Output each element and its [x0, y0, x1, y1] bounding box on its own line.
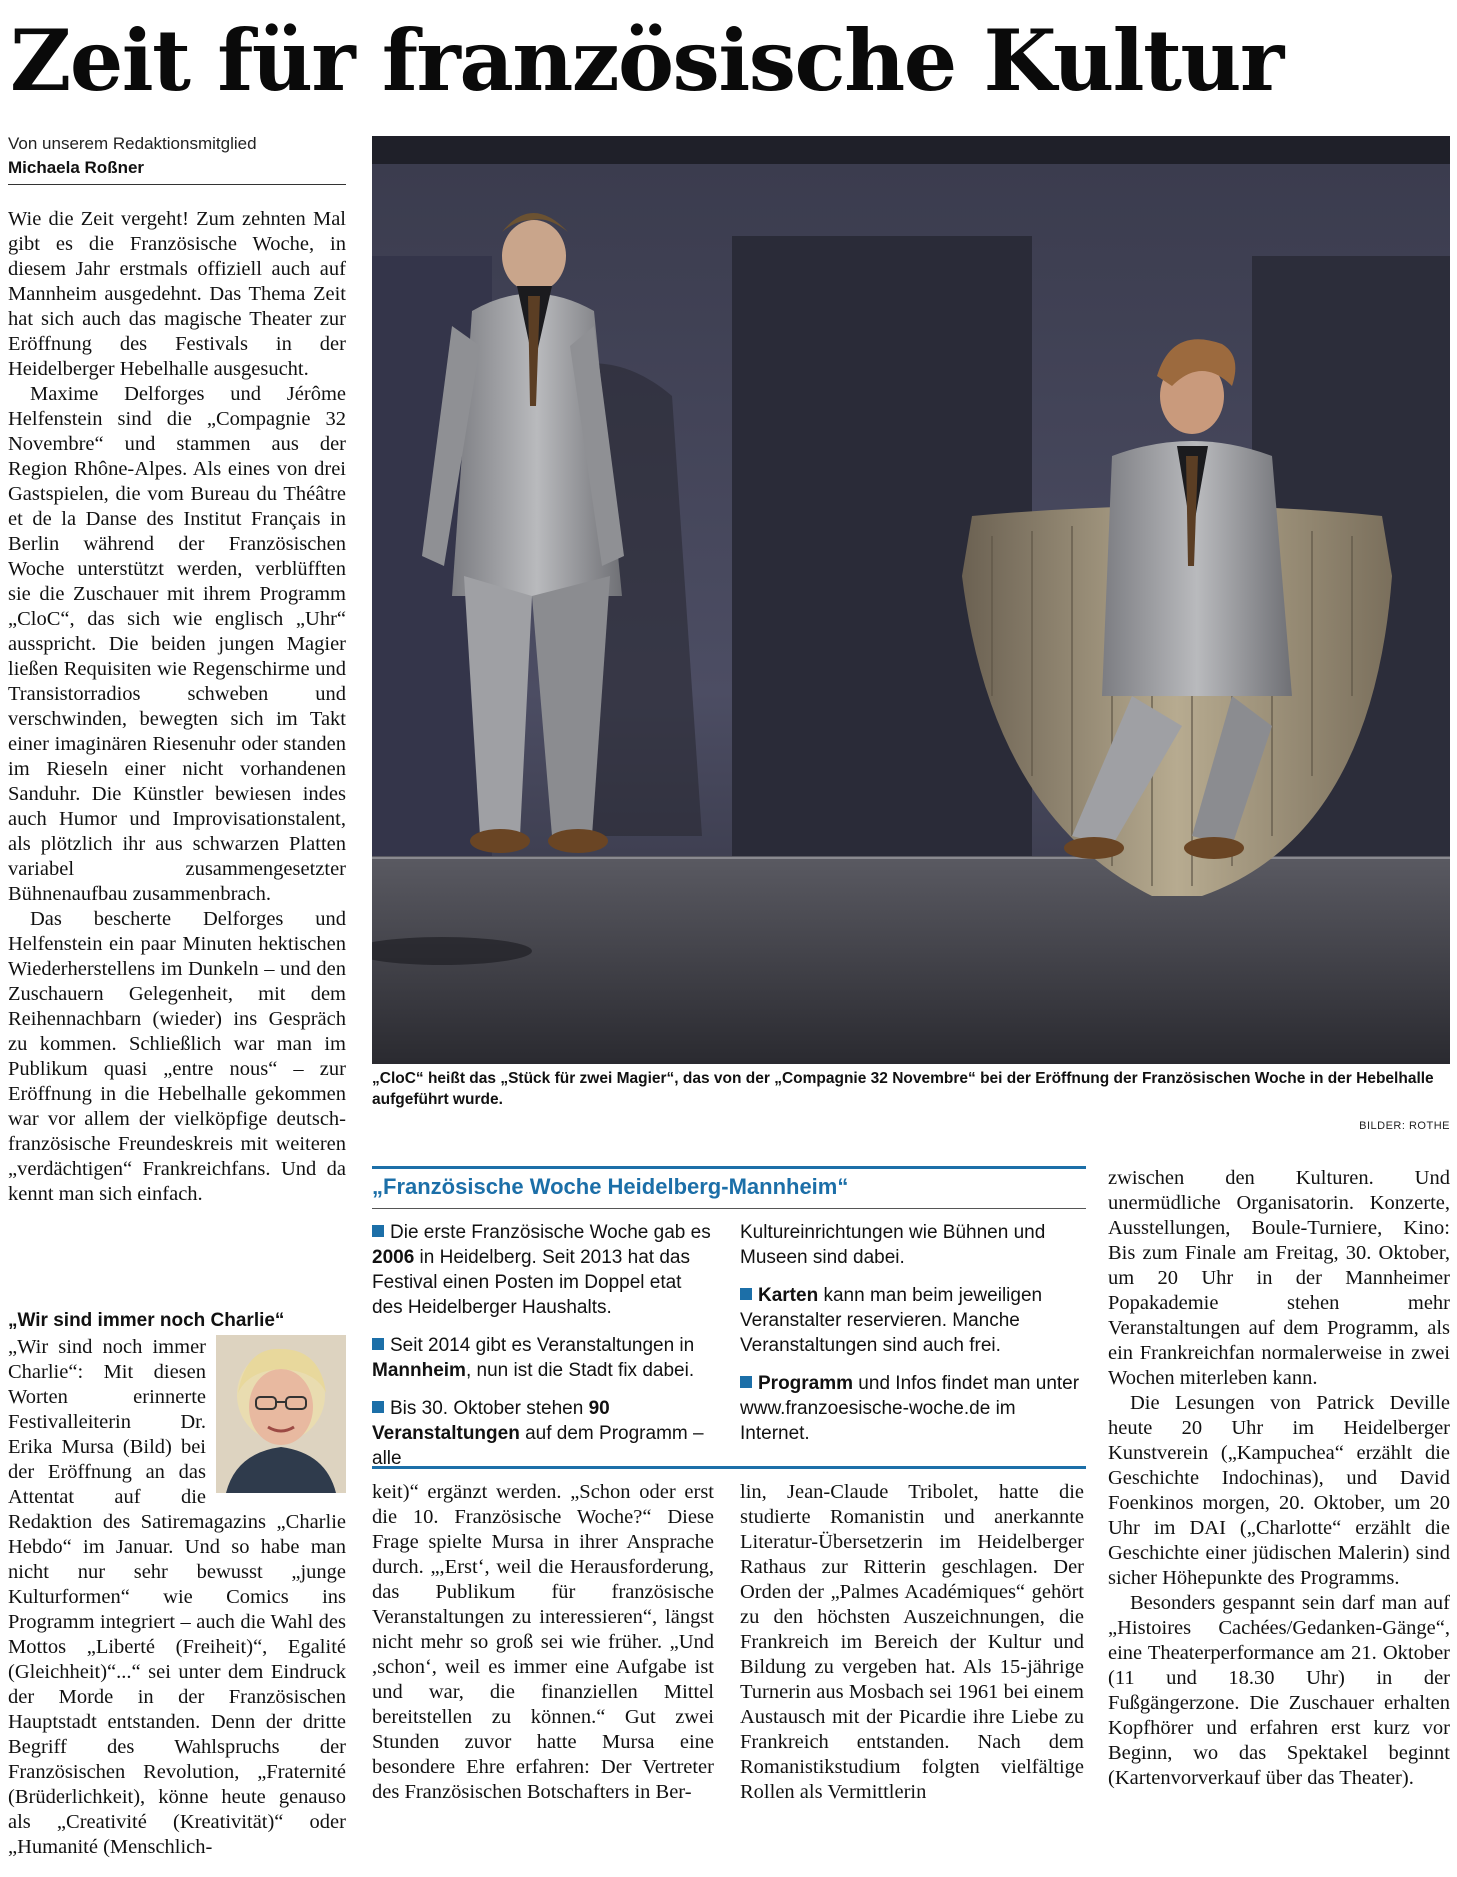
infobox-item: Bis 30. Oktober stehen 90 Veranstaltungen auf dem Programm – alle: [372, 1398, 704, 1469]
byline-divider: [8, 184, 346, 185]
infobox-divider: [372, 1208, 1086, 1209]
photo-credit: BILDER: ROTHE: [1359, 1120, 1450, 1132]
portrait-image: [216, 1335, 346, 1493]
infobox-column-right: [740, 1220, 1082, 1459]
infobox-item: Seit 2014 gibt es Veranstaltungen in Mannheim, nun ist die Stadt fix dabei.: [372, 1335, 695, 1381]
byline-label: Von unserem Redaktionsmitglied: [8, 134, 257, 153]
article-column-3: [740, 1480, 1084, 1875]
photo-caption: „CloC“ heißt das „Stück für zwei Magier“, das von der „Compagnie 32 Novembre“ bei der Eröffnung der Französischen Woche in der Hebelhalle aufgeführt wurde.: [372, 1070, 1434, 1108]
headline: Zeit für französische Kultur: [10, 11, 1283, 110]
bullet-square-icon: [372, 1225, 384, 1237]
article-paragraph: lin, Jean-Claude Tribolet, hatte die studierte Romanistin und anerkannte Literatur-Übersetzerin im Heidelberger Rathaus zur Ritterin geschlagen. Der Orden der „Palmes Académiques“ gehört zu den höchsten Auszeichnungen, die Frankreich im Bereich der Kultur und Bildung zu vergeben hat. Als 15-jährige Turnerin aus Mosbach sei 1961 bei einem Austausch mit der Picardie ihre Liebe zu Frankreich entstanden. Nach dem Romanistikstudium folgten vielfältige Rollen als Vermittlerin: [740, 1481, 1084, 1803]
article-paragraph: zwischen den Kulturen. Und unermüdliche Organisatorin. Konzerte, Ausstellungen, Boule-Turniere, Kino: Bis zum Finale am Freitag, 30. Oktober, um 20 Uhr in der Mannheimer Popakademie stehen mehr Veranstaltungen auf dem Programm, als ein Frankreichfan normalerweise in zwei Wochen miterleben kann.: [1108, 1167, 1450, 1389]
infobox-item-continued: Kultureinrichtungen wie Bühnen und Museen sind dabei.: [740, 1222, 1046, 1268]
stage-photo: [372, 136, 1450, 1064]
article-column-2: [372, 1480, 714, 1875]
infobox-title: „Französische Woche Heidelberg-Mannheim“: [372, 1174, 849, 1199]
article-paragraph: Wie die Zeit vergeht! Zum zehnten Mal gibt es die Französische Woche, in diesem Jahr erstmals offiziell auch auf Mannheim ausgedehnt. Das Thema Zeit hat sich auch das magische Theater zur Eröffnung des Festivals in der Heidelberger Hebelhalle ausgesucht.: [8, 208, 346, 380]
article-paragraph: Besonders gespannt sein darf man auf „Histoires Cachées/Gedanken-Gänge“, eine Theaterperformance am 21. Oktober (11 und 18.30 Uhr) in der Fußgängerzone. Die Zuschauer erhalten Kopfhörer und erfahren erst kurz vor Beginn, wo das Spektakel beginnt (Kartenvorverkauf über das Theater).: [1108, 1592, 1450, 1789]
bullet-square-icon: [372, 1338, 384, 1350]
portrait-photo: [216, 1335, 346, 1493]
article-paragraph: Die Lesungen von Patrick Deville heute 20 Uhr im Heidelberger Kunstverein („Kampuchea“ erzählt die Geschichte Indochinas), und David Foenkinos morgen, 20. Oktober, um 20 Uhr im DAI („Charlotte“ erzählt die Geschichte einer jüdischen Malerin) sind sicher Höhepunkte des Programms.: [1108, 1392, 1450, 1589]
bullet-square-icon: [372, 1401, 384, 1413]
article-paragraph: Das bescherte Delforges und Helfenstein ein paar Minuten hektischen Wiederherstellens im Dunkeln – und den Zuschauern Gelegenheit, mit dem Reihennachbarn (wieder) ins Gespräch zu kommen. Schließlich war man im Publikum quasi „entre nous“ – zur Eröffnung in die Hebelhalle gekommen war vor allem der vielköpfige deutsch-französische Freundeskreis mit weiteren „verdächtigen“ Frankreichfans. Und da kennt man sich einfach.: [8, 908, 346, 1205]
byline: [8, 132, 346, 180]
article-paragraph: keit)“ ergänzt werden. „Schon oder erst die 10. Französische Woche?“ Diese Frage spielte Mursa in ihrer Ansprache durch. „,Erst‘, weil die Herausforderung, das Publikum für französische Veranstaltungen zu interessieren“, längst nicht mehr so groß sei wie früher. „Und ,schon‘, weil es immer eine Aufgabe ist und war, die finanziellen Mittel bereitstellen zu können.“ Gut zwei Stunden zuvor hatte Mursa eine besondere Ehre erfahren: Der Vertreter des Französischen Botschafters in Ber-: [372, 1481, 714, 1803]
infobox-top-rule: [372, 1166, 1086, 1169]
article-column-1b: [8, 1335, 346, 1875]
article-column-1: [8, 207, 346, 1287]
article-paragraph: Maxime Delforges und Jérôme Helfenstein sind die „Compagnie 32 Novembre“ und stammen aus der Region Rhône-Alpes. Als eines von drei Gastspielen, die vom Bureau du Théâtre et de la Danse des Institut Français in Berlin während der Französischen Woche unterstützt werden, verblüfften sie die Zuschauer mit ihrem Programm „CloC“, das sich wie englisch „Uhr“ ausspricht. Die beiden jungen Magier ließen Requisiten wie Regenschirme und Transistorradios schweben und verschwinden, bewegten sich im Takt einer imaginären Riesenuhr oder standen im Rieseln einer nicht vorhandenen Sanduhr. Die Künstler bewiesen indes auch Humor und Improvisationstalent, als plötzlich ihr aus schwarzen Platten variabel zusammengesetzter Bühnenaufbau zusammenbrach.: [8, 383, 346, 905]
infobox-item: Die erste Französische Woche gab es 2006 in Heidelberg. Seit 2013 hat das Festival einen Posten im Doppel etat des Heidelberger Haushalts.: [372, 1222, 711, 1318]
infobox-bottom-rule: [372, 1466, 1086, 1469]
bullet-square-icon: [740, 1288, 752, 1300]
stage-photo-image: [372, 136, 1450, 1064]
article-column-4: [1108, 1166, 1450, 1876]
infobox-item: Karten kann man beim jeweiligen Veranstalter reservieren. Manche Veranstaltungen sind auch frei.: [740, 1285, 1043, 1356]
infobox-item: Programm und Infos findet man unter www.franzoesische-woche.de im Internet.: [740, 1373, 1080, 1444]
infobox-column-left: [372, 1220, 714, 1484]
subheadline: „Wir sind immer noch Charlie“: [8, 1310, 285, 1331]
article-paragraph: „Wir sind noch immer Charlie“: Mit diesen Worten erinnerte Festivalleiterin Dr. Erika Mursa (Bild) bei der Eröffnung an das Attentat auf die Redaktion des Satiremagazins „Charlie Hebdo“ im Januar. Und so habe man nicht nur sehr bewusst „junge Kulturformen“ wie Comics ins Programm integriert – auch die Wahl des Mottos „Liberté (Freiheit)“, Egalité (Gleichheit)“...“ sei unter dem Eindruck der Morde in der Französischen Hauptstadt entstanden. Denn der dritte Begriff des Wahlspruchs der Französischen Revolution, „Fraternité (Brüderlichkeit), könne heute genauso als „Creativité (Kreativität)“ oder „Humanité (Menschlich-: [8, 1336, 346, 1858]
byline-author: Michaela Roßner: [8, 158, 145, 177]
bullet-square-icon: [740, 1376, 752, 1388]
